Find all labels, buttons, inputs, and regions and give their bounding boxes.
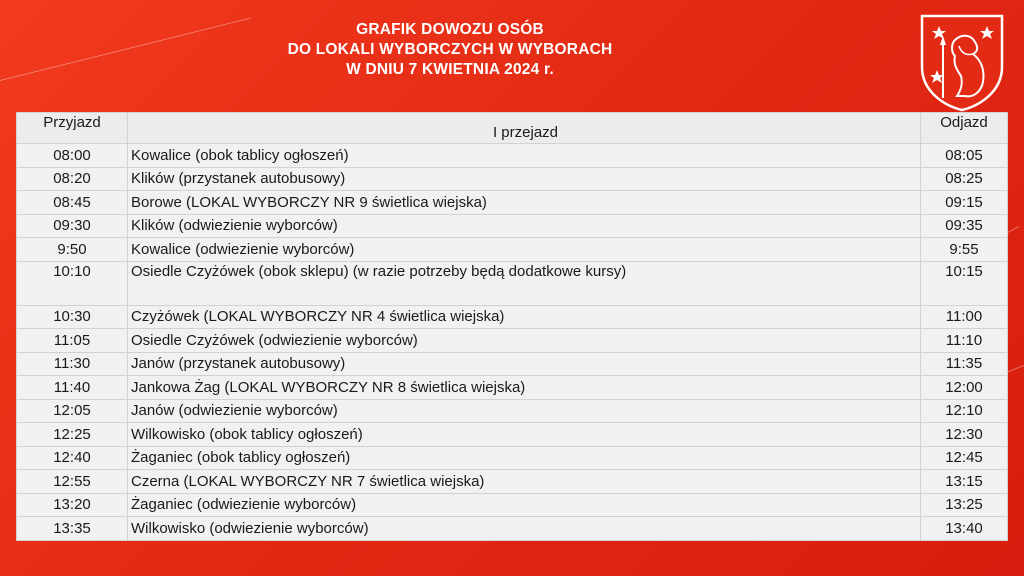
place-cell: Kowalice (odwiezienie wyborców) [128,238,921,262]
arrival-cell: 12:05 [17,399,128,423]
place-cell: Wilkowisko (obok tablicy ogłoszeń) [128,423,921,447]
place-cell: Borowe (LOKAL WYBORCZY NR 9 świetlica wiejska) [128,191,921,215]
place-cell: Czyżówek (LOKAL WYBORCZY NR 4 świetlica wiejska) [128,305,921,329]
arrival-cell: 12:25 [17,423,128,447]
arrival-cell: 08:20 [17,167,128,191]
table-row [17,470,1008,494]
place-cell: Osiedle Czyżówek (odwiezienie wyborców) [128,329,921,353]
place-cell: Wilkowisko (odwiezienie wyborców) [128,517,921,541]
table-row [17,214,1008,238]
departure-cell: 11:10 [921,329,1008,353]
place-cell: Klików (odwiezienie wyborców) [128,214,921,238]
title-line-2: DO LOKALI WYBORCZYCH W WYBORACH [287,41,613,58]
departure-cell: 11:35 [921,352,1008,376]
coat-of-arms-icon [917,12,1007,112]
table-row [17,261,1008,305]
table-row [17,352,1008,376]
table-row [17,144,1008,168]
place-cell: Osiedle Czyżówek (obok sklepu) (w razie potrzeby będą dodatkowe kursy) [128,261,921,305]
table-row [17,238,1008,262]
arrival-cell: 11:30 [17,352,128,376]
table-header-row [17,113,1008,144]
title-line-3: W DNIU 7 KWIETNIA 2024 r. [346,61,554,78]
decorative-line [0,17,251,91]
arrival-cell: 13:35 [17,517,128,541]
place-cell: Janów (odwiezienie wyborców) [128,399,921,423]
table-row [17,517,1008,541]
departure-cell: 12:45 [921,446,1008,470]
departure-cell: 08:05 [921,144,1008,168]
page-title [230,20,670,80]
arrival-cell: 08:00 [17,144,128,168]
table-row [17,423,1008,447]
place-cell: Klików (przystanek autobusowy) [128,167,921,191]
place-cell: Żaganiec (odwiezienie wyborców) [128,493,921,517]
table-row [17,399,1008,423]
table-row [17,305,1008,329]
departure-cell: 13:15 [921,470,1008,494]
arrival-cell: 12:55 [17,470,128,494]
departure-cell: 12:10 [921,399,1008,423]
table-row [17,446,1008,470]
departure-cell: 10:15 [921,261,1008,305]
place-cell: Żaganiec (obok tablicy ogłoszeń) [128,446,921,470]
arrival-cell: 08:45 [17,191,128,215]
arrival-cell: 12:40 [17,446,128,470]
title-line-1: GRAFIK DOWOZU OSÓB [356,21,544,38]
arrival-cell: 09:30 [17,214,128,238]
departure-cell: 09:15 [921,191,1008,215]
departure-cell: 9:55 [921,238,1008,262]
place-cell: Janów (przystanek autobusowy) [128,352,921,376]
arrival-cell: 9:50 [17,238,128,262]
departure-cell: 12:30 [921,423,1008,447]
table-row [17,493,1008,517]
departure-cell: 09:35 [921,214,1008,238]
table-row [17,191,1008,215]
header-departure: Odjazd [921,113,1008,144]
place-cell: Czerna (LOKAL WYBORCZY NR 7 świetlica wiejska) [128,470,921,494]
table-row [17,329,1008,353]
header-route: I przejazd [128,113,921,144]
departure-cell: 11:00 [921,305,1008,329]
departure-cell: 12:00 [921,376,1008,400]
arrival-cell: 11:40 [17,376,128,400]
arrival-cell: 13:20 [17,493,128,517]
header-arrival: Przyjazd [17,113,128,144]
table-row [17,167,1008,191]
arrival-cell: 10:30 [17,305,128,329]
departure-cell: 13:40 [921,517,1008,541]
departure-cell: 13:25 [921,493,1008,517]
place-cell: Kowalice (obok tablicy ogłoszeń) [128,144,921,168]
place-cell: Jankowa Żag (LOKAL WYBORCZY NR 8 świetlica wiejska) [128,376,921,400]
departure-cell: 08:25 [921,167,1008,191]
arrival-cell: 10:10 [17,261,128,305]
arrival-cell: 11:05 [17,329,128,353]
schedule-table [16,112,1008,541]
table-row [17,376,1008,400]
